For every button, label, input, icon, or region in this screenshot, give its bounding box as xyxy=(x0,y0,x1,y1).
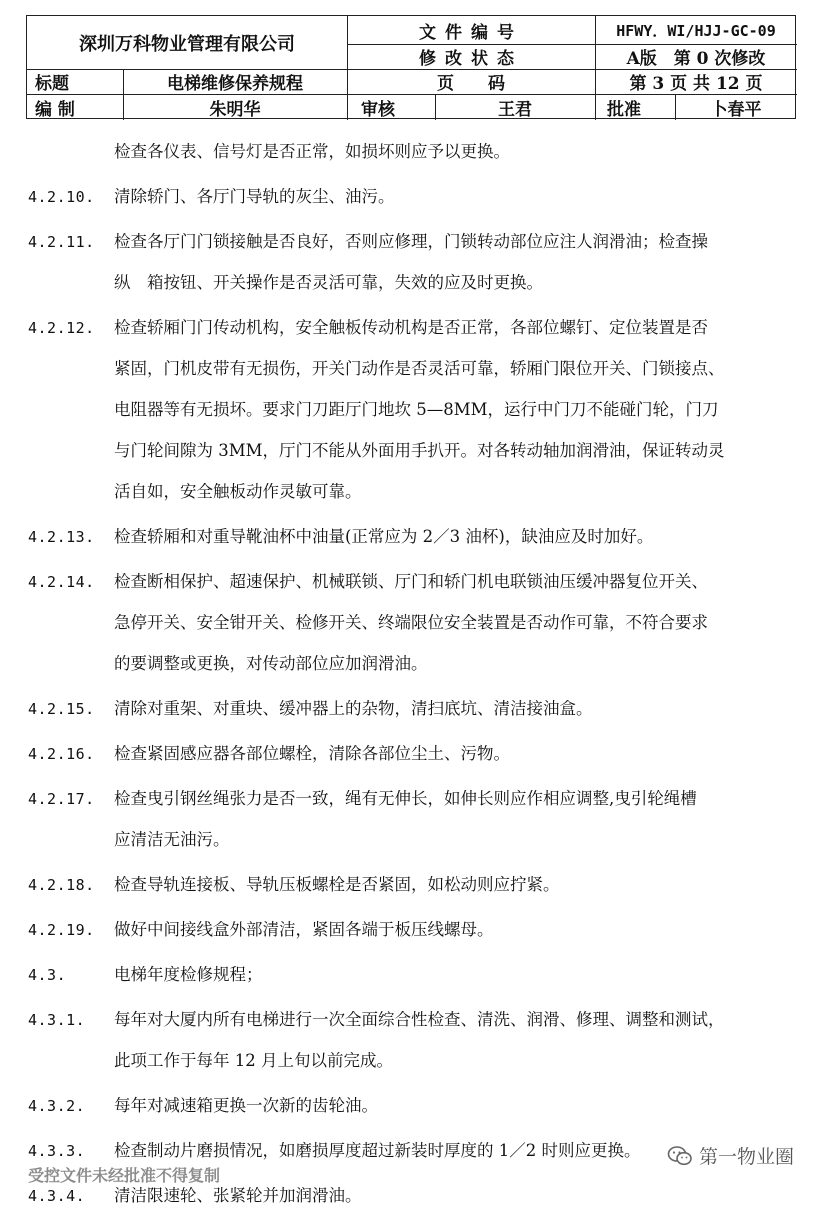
clause-number: 4.3.1. xyxy=(28,1011,86,1029)
clause-number: 4.2.13. xyxy=(28,528,95,546)
clause-text-line: 清除对重架、对重块、缓冲器上的杂物，清扫底坑、清洁接油盒。 xyxy=(114,699,593,718)
document-title: 电梯维修保养规程 xyxy=(167,74,303,94)
clause-text-line: 纵 箱按钮、开关操作是否灵活可靠，失效的应及时更换。 xyxy=(114,273,543,292)
clause-text-line: 检查轿厢门门传动机构，安全触板传动机构是否正常，各部位螺钉、定位装置是否 xyxy=(114,318,708,337)
clause-text-line: 清除轿门、各厅门导轨的灰尘、油污。 xyxy=(114,187,395,206)
page-label: 页 码 xyxy=(437,74,505,94)
clause-text-line: 检查各仪表、信号灯是否正常，如损坏则应予以更换。 xyxy=(114,142,510,161)
clause-number: 4.2.15. xyxy=(28,700,95,718)
clause-text-line: 的要调整或更换，对传动部位应加润滑油。 xyxy=(114,654,428,673)
clause-text-line: 活自如，安全触板动作灵敏可靠。 xyxy=(114,482,362,501)
clause-text-line: 每年对大厦内所有电梯进行一次全面综合性检查、清洗、润滑、修理、调整和测试， xyxy=(114,1010,725,1029)
compiled-label: 编 制 xyxy=(35,99,75,120)
clause-text-line: 与门轮间隙为 3MM，厅门不能从外面用手扒开。对各转动轴加润滑油，保证转动灵 xyxy=(114,441,725,460)
clause-number: 4.3.3. xyxy=(28,1142,86,1160)
page-number: 第 3 页 共 12 页 xyxy=(629,74,763,94)
clause-text-line: 每年对减速箱更换一次新的齿轮油。 xyxy=(114,1096,378,1115)
clause-text-line: 紧固，门机皮带有无损伤，开关门动作是否灵活可靠，轿厢门限位开关、门锁接点、 xyxy=(114,359,725,378)
wechat-icon xyxy=(667,1145,693,1167)
clause-number: 4.2.16. xyxy=(28,745,95,763)
compiler-name: 朱明华 xyxy=(209,99,261,120)
clause-text-line: 电梯年度检修规程； xyxy=(114,965,263,984)
clause-number: 4.2.11. xyxy=(28,233,95,251)
doc-number: HFWY．WI/HJJ-GC-09 xyxy=(616,21,776,40)
revision-status: A版 第 0 次修改 xyxy=(626,49,766,69)
clause-text-line: 做好中间接线盒外部清洁，紧固各端于板压线螺母。 xyxy=(114,920,494,939)
doc-number-label: 文件编号 xyxy=(419,22,523,43)
clause-text-line: 检查断相保护、超速保护、机械联锁、厅门和轿门机电联锁油压缓冲器复位开关、 xyxy=(114,572,708,591)
reviewed-label: 审核 xyxy=(361,99,395,120)
clause-text-line: 检查各厅门门锁接触是否良好，否则应修理，门锁转动部位应注人润滑油；检查操 xyxy=(114,232,708,251)
approver-name: 卜春平 xyxy=(710,99,762,120)
clause-number: 4.2.19. xyxy=(28,921,95,939)
clause-text-line: 检查紧固感应器各部位螺栓，清除各部位尘土、污物。 xyxy=(114,744,510,763)
approved-label: 批准 xyxy=(607,99,641,120)
clause-text-line: 检查制动片磨损情况，如磨损厚度超过新装时厚度的 1／2 时则应更换。 xyxy=(114,1141,641,1160)
clause-text-line: 急停开关、安全钳开关、检修开关、终端限位安全装置是否动作可靠，不符合要求 xyxy=(114,613,708,632)
clause-number: 4.2.17. xyxy=(28,790,95,808)
watermark xyxy=(667,1142,794,1169)
clause-number: 4.3. xyxy=(28,966,67,984)
clause-text-line: 应清洁无油污。 xyxy=(114,830,230,849)
company-name: 深圳万科物业管理有限公司 xyxy=(79,33,295,55)
clause-number: 4.2.18. xyxy=(28,876,95,894)
clause-number: 4.2.12. xyxy=(28,319,95,337)
clause-text-line: 电阻器等有无损坏。要求门刀距厅门地坎 5—8MM，运行中门刀不能碰门轮，门刀 xyxy=(114,400,719,419)
document-header-table xyxy=(26,15,796,119)
title-label: 标题 xyxy=(35,74,69,94)
revision-label: 修改状态 xyxy=(419,49,523,69)
clause-text-line: 此项工作于每年 12 月上旬以前完成。 xyxy=(114,1051,393,1070)
clause-number: 4.2.14. xyxy=(28,573,95,591)
clause-text-line: 检查导轨连接板、导轨压板螺栓是否紧固，如松动则应拧紧。 xyxy=(114,875,560,894)
clause-text-line: 检查轿厢和对重导靴油杯中油量(正常应为 2／3 油杯)，缺油应及时加好。 xyxy=(114,527,654,546)
reviewer-name: 王君 xyxy=(498,99,532,120)
controlled-document-notice: 受控文件未经批准不得复制 xyxy=(28,1166,221,1185)
clause-number: 4.3.2. xyxy=(28,1097,86,1115)
clause-text-line: 检查曳引钢丝绳张力是否一致，绳有无伸长，如伸长则应作相应调整,曳引轮绳槽 xyxy=(114,789,697,808)
clause-number: 4.3.4. xyxy=(28,1187,86,1205)
clause-text-line: 清洁限速轮、张紧轮并加润滑油。 xyxy=(114,1186,362,1205)
watermark-text: 第一物业圈 xyxy=(698,1146,794,1168)
clause-number: 4.2.10. xyxy=(28,188,95,206)
